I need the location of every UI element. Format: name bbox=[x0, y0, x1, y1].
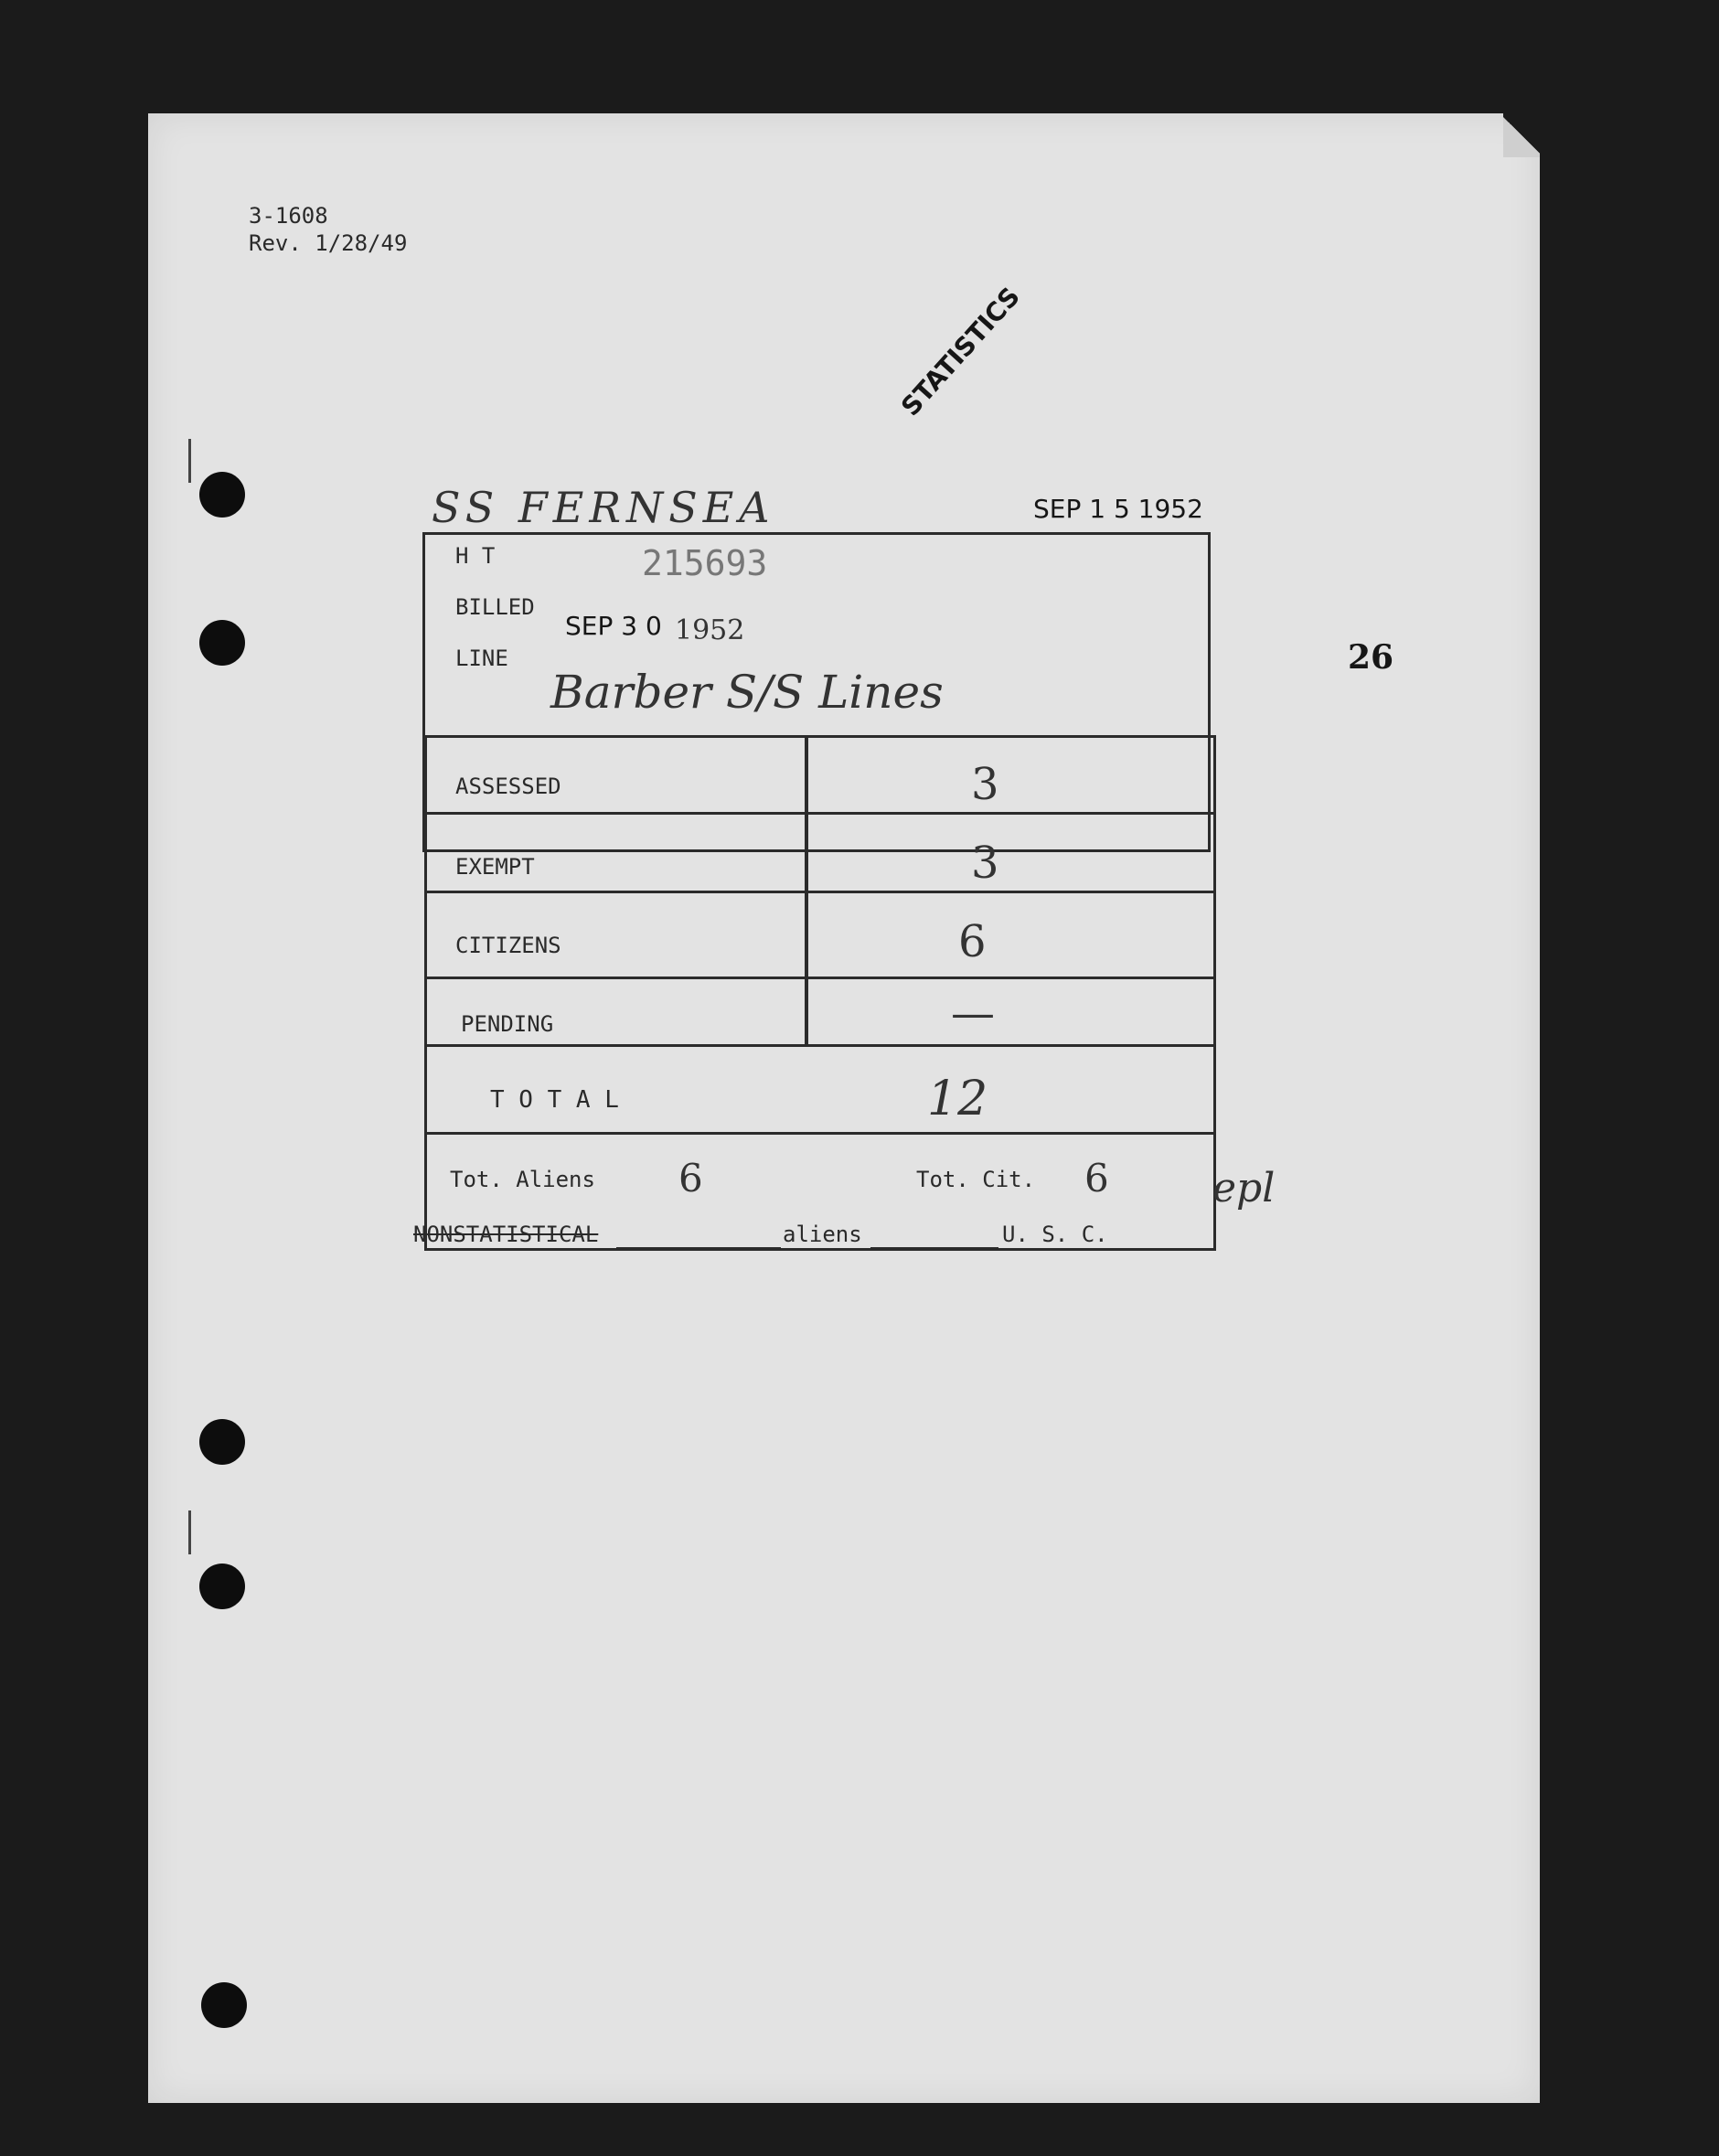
nonstatistical-label: NONSTATISTICAL bbox=[413, 1222, 599, 1247]
date-stamp: SEP 1 5 1952 bbox=[1033, 494, 1203, 524]
form-number: 3-1608 bbox=[249, 203, 328, 229]
margin-mark-1 bbox=[188, 439, 191, 483]
tot-aliens-value: 6 bbox=[678, 1156, 703, 1201]
pending-value: — bbox=[951, 987, 995, 1039]
punch-hole-3 bbox=[199, 1419, 245, 1465]
ship-name: SS FERNSEA bbox=[432, 483, 775, 532]
counts-column-divider bbox=[805, 735, 808, 1044]
row-divider-4 bbox=[424, 1044, 1216, 1047]
citizens-value: 6 bbox=[958, 916, 987, 967]
tot-aliens-label: Tot. Aliens bbox=[450, 1167, 595, 1192]
form-revision: Rev. 1/28/49 bbox=[249, 230, 408, 256]
total-label: T O T A L bbox=[490, 1086, 619, 1114]
assessed-value: 3 bbox=[971, 759, 999, 810]
page-number: 26 bbox=[1348, 638, 1394, 677]
pending-label: PENDING bbox=[461, 1011, 554, 1037]
punch-hole-1 bbox=[199, 472, 245, 518]
ht-value: 215693 bbox=[642, 543, 768, 583]
punch-hole-2 bbox=[199, 620, 245, 666]
assessed-label: ASSESSED bbox=[455, 774, 561, 799]
margin-mark-2 bbox=[188, 1510, 191, 1554]
row-divider-5 bbox=[424, 1132, 1216, 1135]
row-divider-2 bbox=[424, 891, 1216, 893]
tot-cit-label: Tot. Cit. bbox=[916, 1167, 1036, 1192]
punch-hole-4 bbox=[199, 1564, 245, 1609]
billed-stamp: SEP 3 0 bbox=[565, 611, 662, 641]
usc-label: U. S. C. bbox=[1002, 1222, 1108, 1247]
billed-label: BILLED bbox=[455, 594, 535, 620]
punch-hole-5 bbox=[201, 1982, 247, 2028]
form-page bbox=[148, 113, 1540, 2103]
exempt-value: 3 bbox=[971, 838, 999, 889]
aliens-blank bbox=[870, 1247, 998, 1249]
line-value: Barber S/S Lines bbox=[550, 666, 944, 719]
initials: epl bbox=[1212, 1165, 1276, 1211]
ht-label: H T bbox=[455, 543, 496, 569]
tot-cit-value: 6 bbox=[1084, 1156, 1109, 1201]
line-label: LINE bbox=[455, 646, 508, 671]
row-divider-3 bbox=[424, 977, 1216, 979]
exempt-label: EXEMPT bbox=[455, 854, 535, 880]
folded-corner bbox=[1503, 113, 1540, 157]
row-divider-1 bbox=[424, 812, 1216, 815]
nonstatistical-blank bbox=[616, 1247, 781, 1249]
statistics-stamp: STATISTICS bbox=[895, 281, 1027, 422]
aliens-label: aliens bbox=[783, 1222, 862, 1247]
total-value: 12 bbox=[927, 1072, 988, 1126]
billed-year: 1952 bbox=[675, 614, 745, 646]
citizens-label: CITIZENS bbox=[455, 933, 561, 958]
